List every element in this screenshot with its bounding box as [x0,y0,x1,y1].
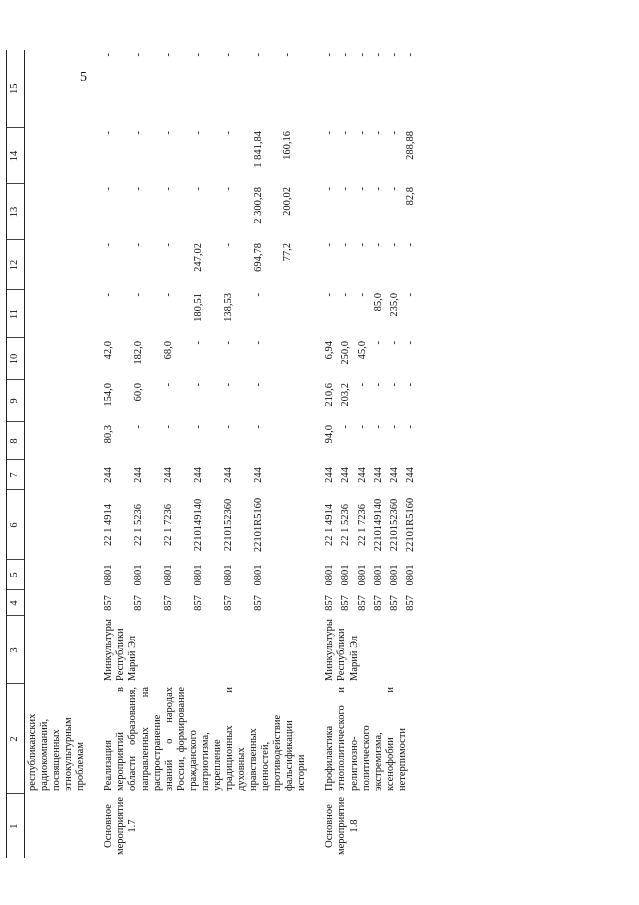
table-cell: 244 [133,467,145,483]
table-cell: 138,53 [222,293,234,322]
table-cell: 857 [103,595,115,611]
table-cell: - [222,383,234,387]
table-cell: 244 [388,467,400,483]
group-spacer [89,50,101,858]
col-header-6: 6 [7,490,25,560]
table-cell: 244 [356,467,368,483]
table-cell: 68,0 [163,341,175,360]
table-cell: 94,0 [324,425,336,444]
table-cell: - [356,243,368,247]
table-cell: 857 [133,595,145,611]
table-cell: - [372,341,384,345]
table-row [101,50,131,858]
table-cell [280,590,310,616]
col-header-2: 2 [7,684,25,794]
table-cell: 154,0 [103,383,115,407]
table-cell: 857 [340,595,352,611]
table-cell: - [372,187,384,191]
table-cell: 244 [222,467,234,483]
table-cell: 22 1 4914 [103,504,115,546]
table-cell: - [356,383,368,387]
table-cell: 0801 [192,564,204,586]
table-cell: 160,16 [282,131,294,160]
table-cell: 22101R5160 [252,497,264,553]
table-cell: 0801 [340,564,352,586]
table-cell: - [324,243,336,247]
table-cell: 22 1 7236 [356,504,368,546]
table-cell: 180,51 [192,293,204,322]
table-cell [280,560,310,590]
table-cell: 288,88 [404,131,416,160]
table-cell: 2210152360 [388,498,400,552]
table-cell: - [282,53,294,57]
col-header-8: 8 [7,422,25,460]
table-row [322,50,338,858]
table-cell: 694,78 [252,243,264,272]
table-cell: - [340,243,352,247]
table-cell: - [324,293,336,297]
table-cell: 60,0 [133,383,145,402]
table-cell: - [133,131,145,135]
table-cell: 857 [388,595,400,611]
table-cell: - [372,383,384,387]
table-cell: - [356,187,368,191]
table-cell: 2210152360 [222,498,234,552]
table-cell: 80,3 [103,425,115,444]
table-cell: - [222,243,234,247]
table-cell: 22 1 4914 [324,504,336,546]
table-cell: - [404,53,416,57]
table-cell: - [356,425,368,429]
table-cell: - [103,131,115,135]
table-cell: - [163,293,175,297]
table-cell: - [324,53,336,57]
table-cell: - [372,425,384,429]
table-cell: - [388,187,400,191]
table-cell: 250,0 [340,341,352,365]
table-cell: - [222,341,234,345]
table-cell: - [404,383,416,387]
table-cell: - [252,341,264,345]
table-cell: - [222,187,234,191]
table-cell: 0801 [404,564,416,586]
table-cell: - [340,293,352,297]
table-cell: - [103,293,115,297]
col-header-7: 7 [7,460,25,490]
table-cell: - [222,131,234,135]
event-name: Основное мероприятие 1.8 [324,797,360,855]
table-cell: 247,02 [192,243,204,272]
table-cell: - [133,243,145,247]
table-cell: 857 [404,595,416,611]
table-cell: - [324,131,336,135]
col-header-1: 1 [7,794,25,858]
table-cell: - [340,425,352,429]
table-cell: 22 1 5236 [340,504,352,546]
group-spacer [310,50,322,858]
table-cell: 0801 [356,564,368,586]
table-cell: - [163,243,175,247]
table-cell: 0801 [222,564,234,586]
table-cell: 2 300,28 [252,187,264,224]
table-cell: 0801 [163,564,175,586]
table-cell: - [356,53,368,57]
table-cell: - [163,53,175,57]
table-cell: - [356,131,368,135]
table-cell: - [103,187,115,191]
table-cell: - [133,187,145,191]
table-cell: - [163,187,175,191]
table-cell: - [103,53,115,57]
col-header-15: 15 [7,50,25,128]
table-cell: 235,0 [388,293,400,317]
table-cell: 244 [163,467,175,483]
table-cell: 2210149140 [192,498,204,552]
table-cell: 85,0 [372,293,384,312]
table-cell: 0801 [103,564,115,586]
table-cell [280,380,310,422]
table-cell: - [192,425,204,429]
col-header-13: 13 [7,184,25,240]
table-cell: 203,2 [340,383,352,407]
table-cell: 857 [372,595,384,611]
table-cell: - [388,53,400,57]
table-cell: 182,0 [133,341,145,365]
table-cell: - [372,243,384,247]
table-cell: 210,6 [324,383,336,407]
table-cell: - [388,425,400,429]
table-cell: 244 [192,467,204,483]
table-cell: - [388,243,400,247]
budget-table [6,50,419,858]
header-row [7,50,25,858]
table-cell: 0801 [388,564,400,586]
table-cell: - [133,425,145,429]
table-cell: 857 [324,595,336,611]
table-cell: 45,0 [356,341,368,360]
table-cell: 244 [324,467,336,483]
table-cell [280,490,310,560]
table-cell: - [252,425,264,429]
table-cell: 244 [372,467,384,483]
table-cell: 857 [356,595,368,611]
col-header-5: 5 [7,560,25,590]
col-header-4: 4 [7,590,25,616]
table-cell: 82,8 [404,187,416,206]
table-cell: - [340,53,352,57]
table-cell: - [340,131,352,135]
table-cell: 857 [252,595,264,611]
event-name: Основное мероприятие 1.7 [103,797,139,855]
table-cell: - [404,243,416,247]
table-cell: - [356,293,368,297]
table-cell: 22 1 7236 [163,504,175,546]
table-cell: 200,02 [282,187,294,216]
table-cell: - [103,243,115,247]
table-cell: - [163,131,175,135]
carryover-text: республиканских радиокомпаний, посвященных этнокультурным проблемам [27,713,87,791]
table-cell: - [340,187,352,191]
col-header-12: 12 [7,240,25,290]
table-cell: - [388,131,400,135]
table-cell: 0801 [133,564,145,586]
table-cell: - [192,53,204,57]
table-cell: 857 [192,595,204,611]
table-cell: - [163,383,175,387]
carryover-row [25,50,90,858]
col-header-3: 3 [7,616,25,684]
table-cell: 42,0 [103,341,115,360]
col-header-14: 14 [7,128,25,184]
table-cell: - [133,53,145,57]
table-cell: - [404,425,416,429]
event-description: Реализация мероприятий в области образования, направленных на распространение знаний о народах России, формирование гражданского патриотизма, укрепление традиционных и духовных нравственных ценностей, противодействие фальсификации истории [103,687,308,791]
table-cell: - [324,187,336,191]
table-cell [280,460,310,490]
rotated-table-container [6,50,550,858]
table-cell: - [192,131,204,135]
table-cell: 0801 [324,564,336,586]
table-cell [280,290,310,338]
table-cell: - [252,53,264,57]
table-cell: - [404,293,416,297]
table-cell: - [192,187,204,191]
table-cell: - [388,341,400,345]
table-cell: 22 1 5236 [133,504,145,546]
table-cell: - [222,425,234,429]
table-cell: 6,94 [324,341,336,360]
table-cell: 857 [222,595,234,611]
table-cell: - [388,383,400,387]
table-cell: - [163,425,175,429]
table-cell: - [252,383,264,387]
col-header-9: 9 [7,380,25,422]
table-cell: 244 [103,467,115,483]
executor: Минкультуры Республики Марий Эл [324,619,360,681]
table-cell: - [192,341,204,345]
table-cell: 857 [163,595,175,611]
executor: Минкультуры Республики Марий Эл [103,619,139,681]
table-cell: 244 [404,467,416,483]
table-body [25,50,419,858]
table-cell: 77,2 [282,243,294,262]
table-cell: - [404,341,416,345]
table-cell: - [252,293,264,297]
table-cell: 0801 [372,564,384,586]
table-cell: 22101R5160 [404,497,416,553]
table-cell: 244 [340,467,352,483]
event-description: Профилактика этнополитического и религиозно-политического экстремизма, ксенофобии и нетерпимости [324,687,408,791]
col-header-10: 10 [7,338,25,380]
table-cell: - [372,131,384,135]
table-cell: 0801 [252,564,264,586]
table-cell: - [133,293,145,297]
page-number: 5 [80,70,87,85]
table-cell: - [192,383,204,387]
table-cell: - [222,53,234,57]
table-cell: - [372,53,384,57]
col-header-11: 11 [7,290,25,338]
table-cell: 244 [252,467,264,483]
table-cell [280,338,310,380]
table-cell [280,422,310,460]
table-cell: 1 841,84 [252,131,264,168]
table-cell: 2210149140 [372,498,384,552]
